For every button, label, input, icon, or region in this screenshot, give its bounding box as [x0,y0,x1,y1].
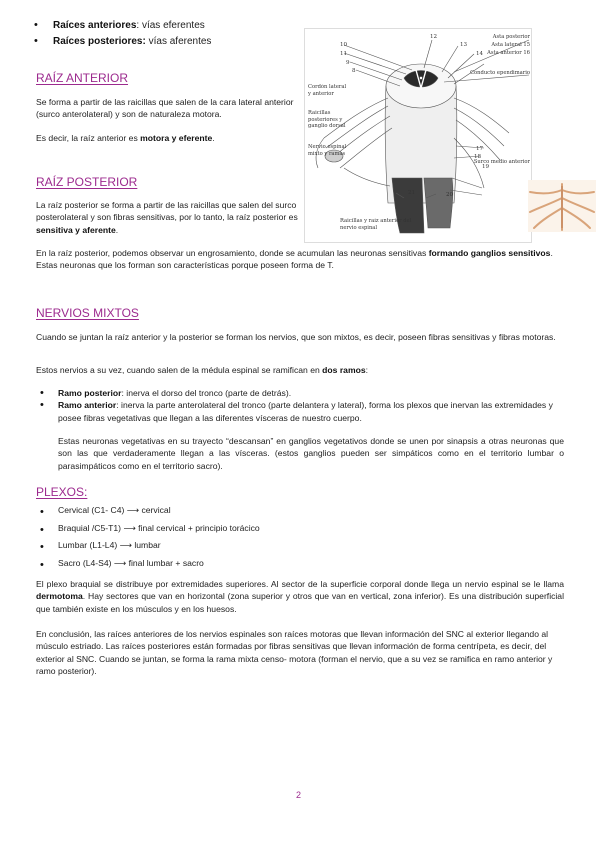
figure-number: 12 [430,34,438,40]
nervios-mixtos-paragraph-2: Estos nervios a su vez, cuando salen de la médula espinal se ramifican en dos ramos: [36,365,369,375]
list-item: • Lumbar (L1-L4) ⟶ lumbar [36,537,436,555]
raiz-anterior-paragraph-2: Es decir, la raíz anterior es motora y eferente. [36,133,215,143]
raiz-posterior-paragraph-2: En la raíz posterior, podemos observar un engrosamiento, donde se acumulan las neuronas sensitivas formando ganglios sensitivos. Estas neuronas que los forman son características porque poseen forma de T. [36,248,553,271]
plexos-list [36,502,436,572]
raiz-posterior-paragraph-1: La raíz posterior se forma a partir de las raicillas que salen del surco posterolateral y son fibras sensitivas, por lo tanto, la raíz posterior es sensitiva y aferente. [36,200,298,235]
figure-number: 14 [476,51,484,57]
figure-number: 13 [460,42,468,48]
figure-number: 10 [340,42,348,48]
figure-number: 9 [346,60,350,66]
figure-label: Cordón lateral y anterior [308,84,347,97]
arrow-icon: ⟶ [126,505,140,515]
figure-number: 19 [482,164,490,170]
section-heading-plexos: PLEXOS: [36,485,88,499]
figure-label: Asta posterior [492,34,530,40]
list-item: • Raíces posteriores: vías aferentes [18,34,298,50]
figure-label: Asta lateral 15 [491,42,530,48]
nervios-mixtos-paragraph-1: Cuando se juntan la raíz anterior y la posterior se forman los nervios, que son mixtos, es decir, poseen fibras sensitivas y fibras motoras. [36,332,556,342]
figure-number: 17 [476,146,484,152]
figure-label: Conducto ependimario [470,70,530,76]
spinal-cord-illustration [304,28,532,243]
list-item: • Ramo posterior: inerva el dorso del tronco (parte de detrás). [36,387,564,399]
spinal-cord-figure [304,28,532,243]
list-item: • Cervical (C1- C4) ⟶ cervical [36,502,436,520]
section-heading-raiz-posterior: RAÍZ POSTERIOR [36,175,138,189]
arrow-icon: ⟶ [113,557,127,568]
figure-number: 18 [474,154,482,160]
figure-label: Asta anterior 16 [487,50,530,56]
list-item: • Braquial /C5-T1) ⟶ final cervical + principio torácico [36,520,436,538]
plexos-paragraph-2: En conclusión, las raíces anteriores de los nervios espinales son raíces motoras que llevan información del SNC al exterior llegando al músculo estriado. Las raíces posteriores están formadas por fibras sensitivas que llevan información de forma centrípeta, es decir, del exterior al SNC. Cuando se juntan, se forma la rama mixta censo- motora (forman el nervio, que a su vez se ramifica en ramo anterior y ramo posterior). [36,629,553,677]
section-heading-raiz-anterior: RAÍZ ANTERIOR [36,71,129,85]
top-bullet-list [18,18,298,50]
figure-label: Raicillas y raíz anterior del nervio espinal [340,218,412,231]
figure-number: 21 [408,190,416,196]
figure-label: Nervio espinal mixto y ramas [308,144,347,157]
nerve-photo-image [528,180,596,232]
page-number: 2 [296,790,302,800]
figure-number: 20 [446,192,454,198]
list-item: • Sacro (L4-S4) ⟶ final lumbar + sacro [36,555,436,573]
ramos-list [36,387,564,424]
nervios-mixtos-paragraph-3: Estas neuronas vegetativas en su trayecto “descansan” en ganglios vegetativos donde se unen por sinapsis a otras neuronas que son las que verdaderamente llegan a las vísceras. (estos ganglios pueden ser simpáticos como en el territorio lumbar o parasimpáticos como en el territorio sacro). [58,436,564,471]
raiz-anterior-paragraph-1: Se forma a partir de las raicillas que salen de la cara lateral anterior (surco anterolateral) y son de naturaleza motora. [36,97,294,120]
figure-label: Surco medio anterior [473,159,530,165]
arrow-icon: ⟶ [119,540,132,551]
figure-number: 8 [352,68,356,74]
arrow-icon: ⟶ [123,522,136,533]
figure-number: 11 [340,51,348,57]
section-heading-nervios-mixtos: NERVIOS MIXTOS [36,306,139,320]
figure-label: Raicillas posteriores y ganglio dorsal [308,110,346,129]
list-item: • Raíces anteriores: vías eferentes [18,18,298,34]
list-item: • Ramo anterior: inerva la parte anterolateral del tronco (parte delantera y lateral), forma los plexos que inervan las extremidades y posee fibras vegetativas que llegan a las diferentes vísceras de nuestro cuerpo. [36,399,564,424]
plexos-paragraph-1: El plexo braquial se distribuye por extremidades superiores. Al sector de la superficie corporal donde llega un nervio espinal se le llama dermotoma. Hay sectores que van en horizontal (zona superior y otros que van en vertical, zona inferior). Es una distribución superficial que también existe en los músculos y en los huesos. [36,579,564,614]
